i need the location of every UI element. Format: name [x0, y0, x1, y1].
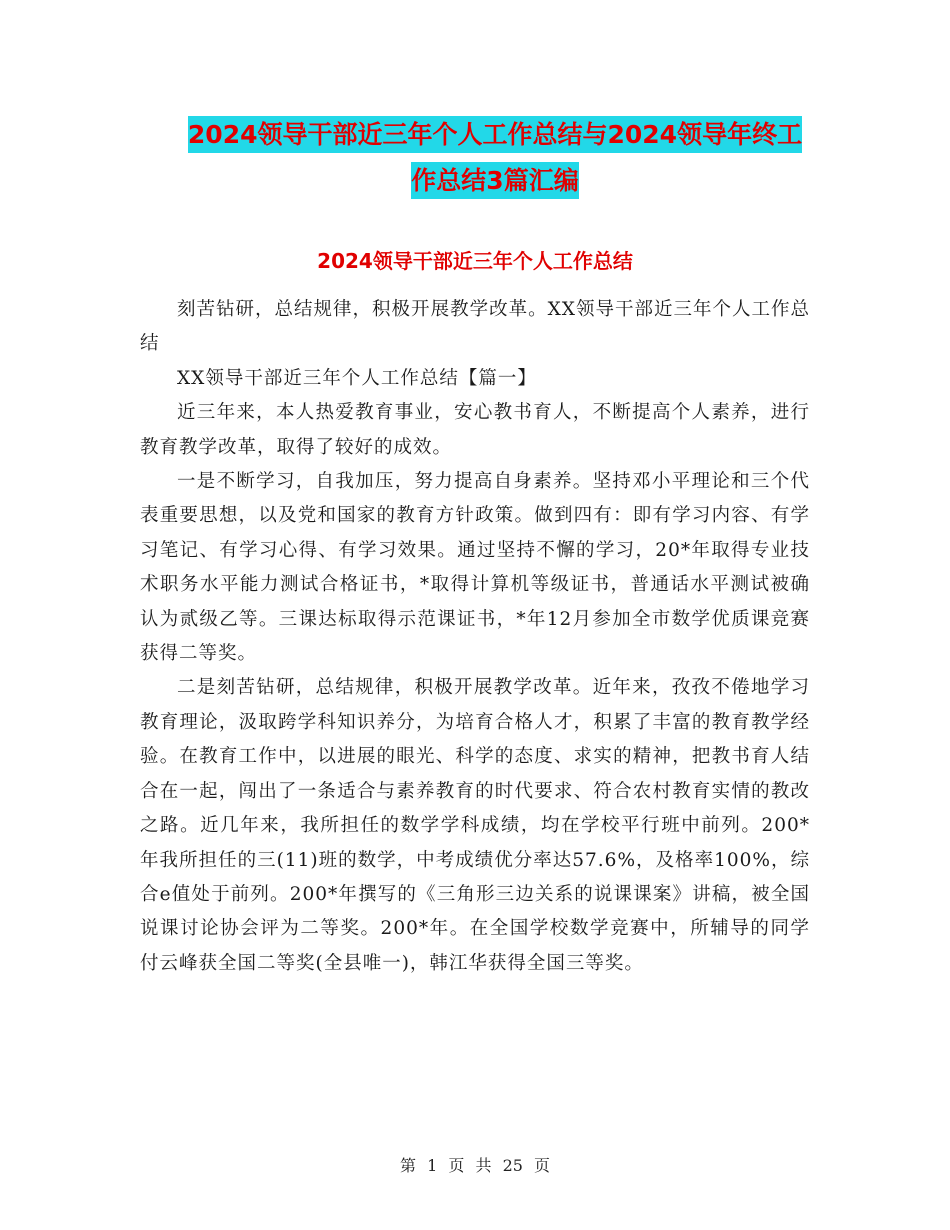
paragraph-overview: 近三年来，本人热爱教育事业，安心教书育人，不断提高个人素养，进行教育教学改革，取得了较好的成效。	[140, 402, 810, 458]
footer-total-label: 共	[475, 1156, 492, 1175]
footer-prefix: 第	[399, 1156, 416, 1175]
section-title: 2024领导干部近三年个人工作总结	[317, 249, 633, 273]
paragraph-point-one: 一是不断学习，自我加压，努力提高自身素养。坚持邓小平理论和三个代表重要思想，以及党和国家的教育方针政策。做到四有：即有学习内容、有学习笔记、有学习心得、有学习效果。通过坚持不懈的学习，20*年取得专业技术职务水平能力测试合格证书，*取得计算机等级证书，普通话水平测试被确认为贰级乙等。三课达标取得示范课证书，*年12月参加全市数学优质课竞赛获得二等奖。	[140, 471, 810, 665]
paragraph-intro: 刻苦钻研，总结规律，积极开展教学改革。XX领导干部近三年个人工作总结	[140, 299, 810, 355]
document-title-line1: 2024领导干部近三年个人工作总结与2024领导年终工	[188, 116, 802, 153]
paragraph-heading-part-one: XX领导干部近三年个人工作总结【篇一】	[177, 367, 537, 389]
document-title	[140, 112, 850, 204]
footer-suffix: 页	[534, 1156, 551, 1175]
document-title-line2: 作总结3篇汇编	[411, 162, 578, 199]
footer-total-pages: 25	[502, 1156, 523, 1175]
document-body	[140, 293, 810, 981]
page-footer	[0, 1154, 950, 1178]
footer-page-mid: 页	[448, 1156, 465, 1175]
footer-current-page: 1	[427, 1156, 438, 1175]
paragraph-point-two: 二是刻苦钻研，总结规律，积极开展教学改革。近年来，孜孜不倦地学习教育理论，汲取跨学科知识养分，为培育合格人才，积累了丰富的教育教学经验。在教育工作中，以进展的眼光、科学的态度、求实的精神，把教书育人结合在一起，闯出了一条适合与素养教育的时代要求、符合农村教育实情的教改之路。近几年来，我所担任的数学学科成绩，均在学校平行班中前列。200*年我所担任的三(11)班的数学，中考成绩优分率达57.6%，及格率100%，综合e值处于前列。200*年撰写的《三角形三边关系的说课课案》讲稿，被全国说课讨论协会评为二等奖。200*年。在全国学校数学竞赛中，所辅导的同学付云峰获全国二等奖(全县唯一)，韩江华获得全国三等奖。	[140, 677, 810, 974]
